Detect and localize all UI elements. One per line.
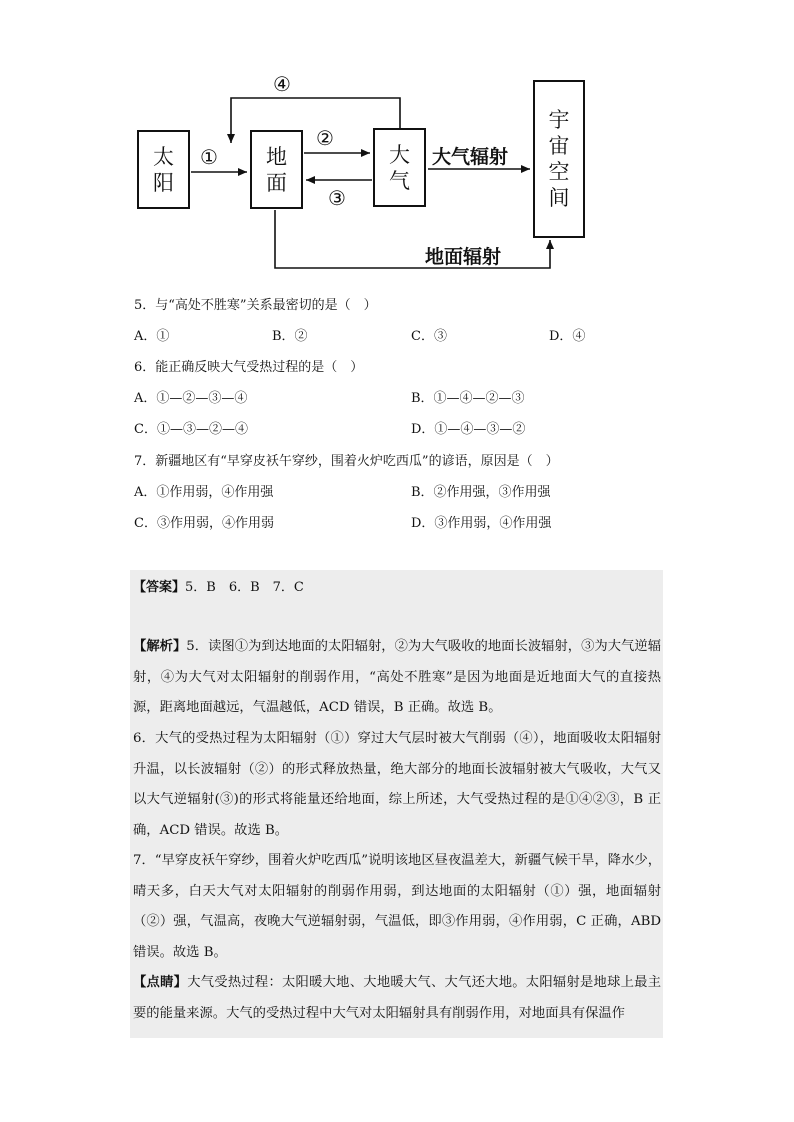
sun-label: 太阳 — [153, 144, 174, 195]
option-d: D．③作用弱，④作用强 — [411, 516, 552, 531]
ground-label: 地面 — [266, 144, 287, 195]
atmosphere-label: 大气 — [389, 142, 410, 193]
comment-text: 大气受热过程：太阳暖大地、大地暖大气、大气还大地。太阳辐射是地球上最主要的能量来源。大气的受热过程中大气对太阳辐射具有削弱作用，对地面具有保温作 — [133, 975, 662, 1021]
option-d: D．①—④—③—② — [411, 422, 526, 437]
analysis-p3: 7．“早穿皮袄午穿纱，围着火炉吃西瓜”说明该地区昼夜温差大，新疆气候干旱，降水少，晴天多，白天大气对太阳辐射的削弱作用弱，到达地面的太阳辐射（①）强，地面辐射（②）强，气温高，夜晚大气逆辐射弱，气温低，即③作用弱，④作用弱，C 正确，ABD 错误。故选 B。 — [133, 853, 661, 960]
heat-process-diagram — [0, 0, 794, 285]
analysis-p1: 5．读图①为到达地面的太阳辐射，②为大气吸收的地面长波辐射，③为大气逆辐射，④为大气对太阳辐射的削弱作用，“高处不胜寒”是因为地面是近地面大气的直接热源，距离地面越远，气温越低，ACD 错误，B 正确。故选 B。 — [133, 639, 662, 715]
analysis-paragraph-2 — [133, 724, 661, 846]
label-n4: ④ — [273, 72, 291, 96]
label-n1: ① — [200, 145, 218, 169]
space-label: 宇宙空间 — [548, 108, 570, 210]
answer-tag: 【答案】 — [133, 580, 186, 595]
comment-tag: 【点睛】 — [133, 975, 188, 990]
label-n3: ③ — [328, 186, 346, 210]
analysis-p2: 6．大气的受热过程为太阳辐射（①）穿过大气层时被大气削弱（④），地面吸收太阳辐射升温，以长波辐射（②）的形式释放热量，绝大部分的地面长波辐射被大气吸收，大气又以大气逆辐射(③)的形式将能量还给地面，综上所述，大气受热过程的是①④②③，B 正确，ACD 错误。故选 B。 — [133, 731, 661, 838]
option-a: A．① — [134, 329, 170, 344]
question-stem: 5．与“高处不胜寒”关系最密切的是（ ） — [134, 298, 377, 313]
analysis-tag: 【解析】 — [133, 639, 187, 654]
option-b: B．②作用强，③作用强 — [411, 485, 551, 500]
option-c: C．③ — [411, 329, 447, 344]
analysis-paragraph-1 — [133, 632, 661, 724]
answer-line — [133, 578, 304, 598]
sun-box — [137, 130, 190, 209]
atmosphere-box — [373, 128, 426, 207]
option-d: D．④ — [549, 329, 586, 344]
question-stem: 6．能正确反映大气受热过程的是（ ） — [134, 360, 364, 375]
answer-panel — [130, 570, 663, 1038]
space-box — [533, 80, 585, 238]
arrow-ground-radiation — [275, 210, 550, 268]
question-stem: 7．新疆地区有“早穿皮袄午穿纱，围着火炉吃西瓜”的谚语，原因是（ ） — [134, 454, 559, 469]
label-n2: ② — [316, 126, 334, 150]
option-b: B．①—④—②—③ — [411, 391, 525, 406]
atm-radiation-label: 大气辐射 — [432, 146, 509, 168]
answer-text: 5．B 6．B 7．C — [185, 580, 304, 595]
ground-radiation-label: 地面辐射 — [425, 246, 502, 268]
option-b: B．② — [272, 329, 308, 344]
analysis-paragraph-3 — [133, 846, 661, 968]
option-a: A．①—②—③—④ — [134, 391, 248, 406]
option-c: C．①—③—②—④ — [134, 422, 248, 437]
comment-paragraph — [133, 968, 661, 1029]
option-a: A．①作用弱，④作用强 — [134, 485, 274, 500]
option-c: C．③作用弱，④作用弱 — [134, 516, 274, 531]
ground-box — [250, 130, 303, 209]
